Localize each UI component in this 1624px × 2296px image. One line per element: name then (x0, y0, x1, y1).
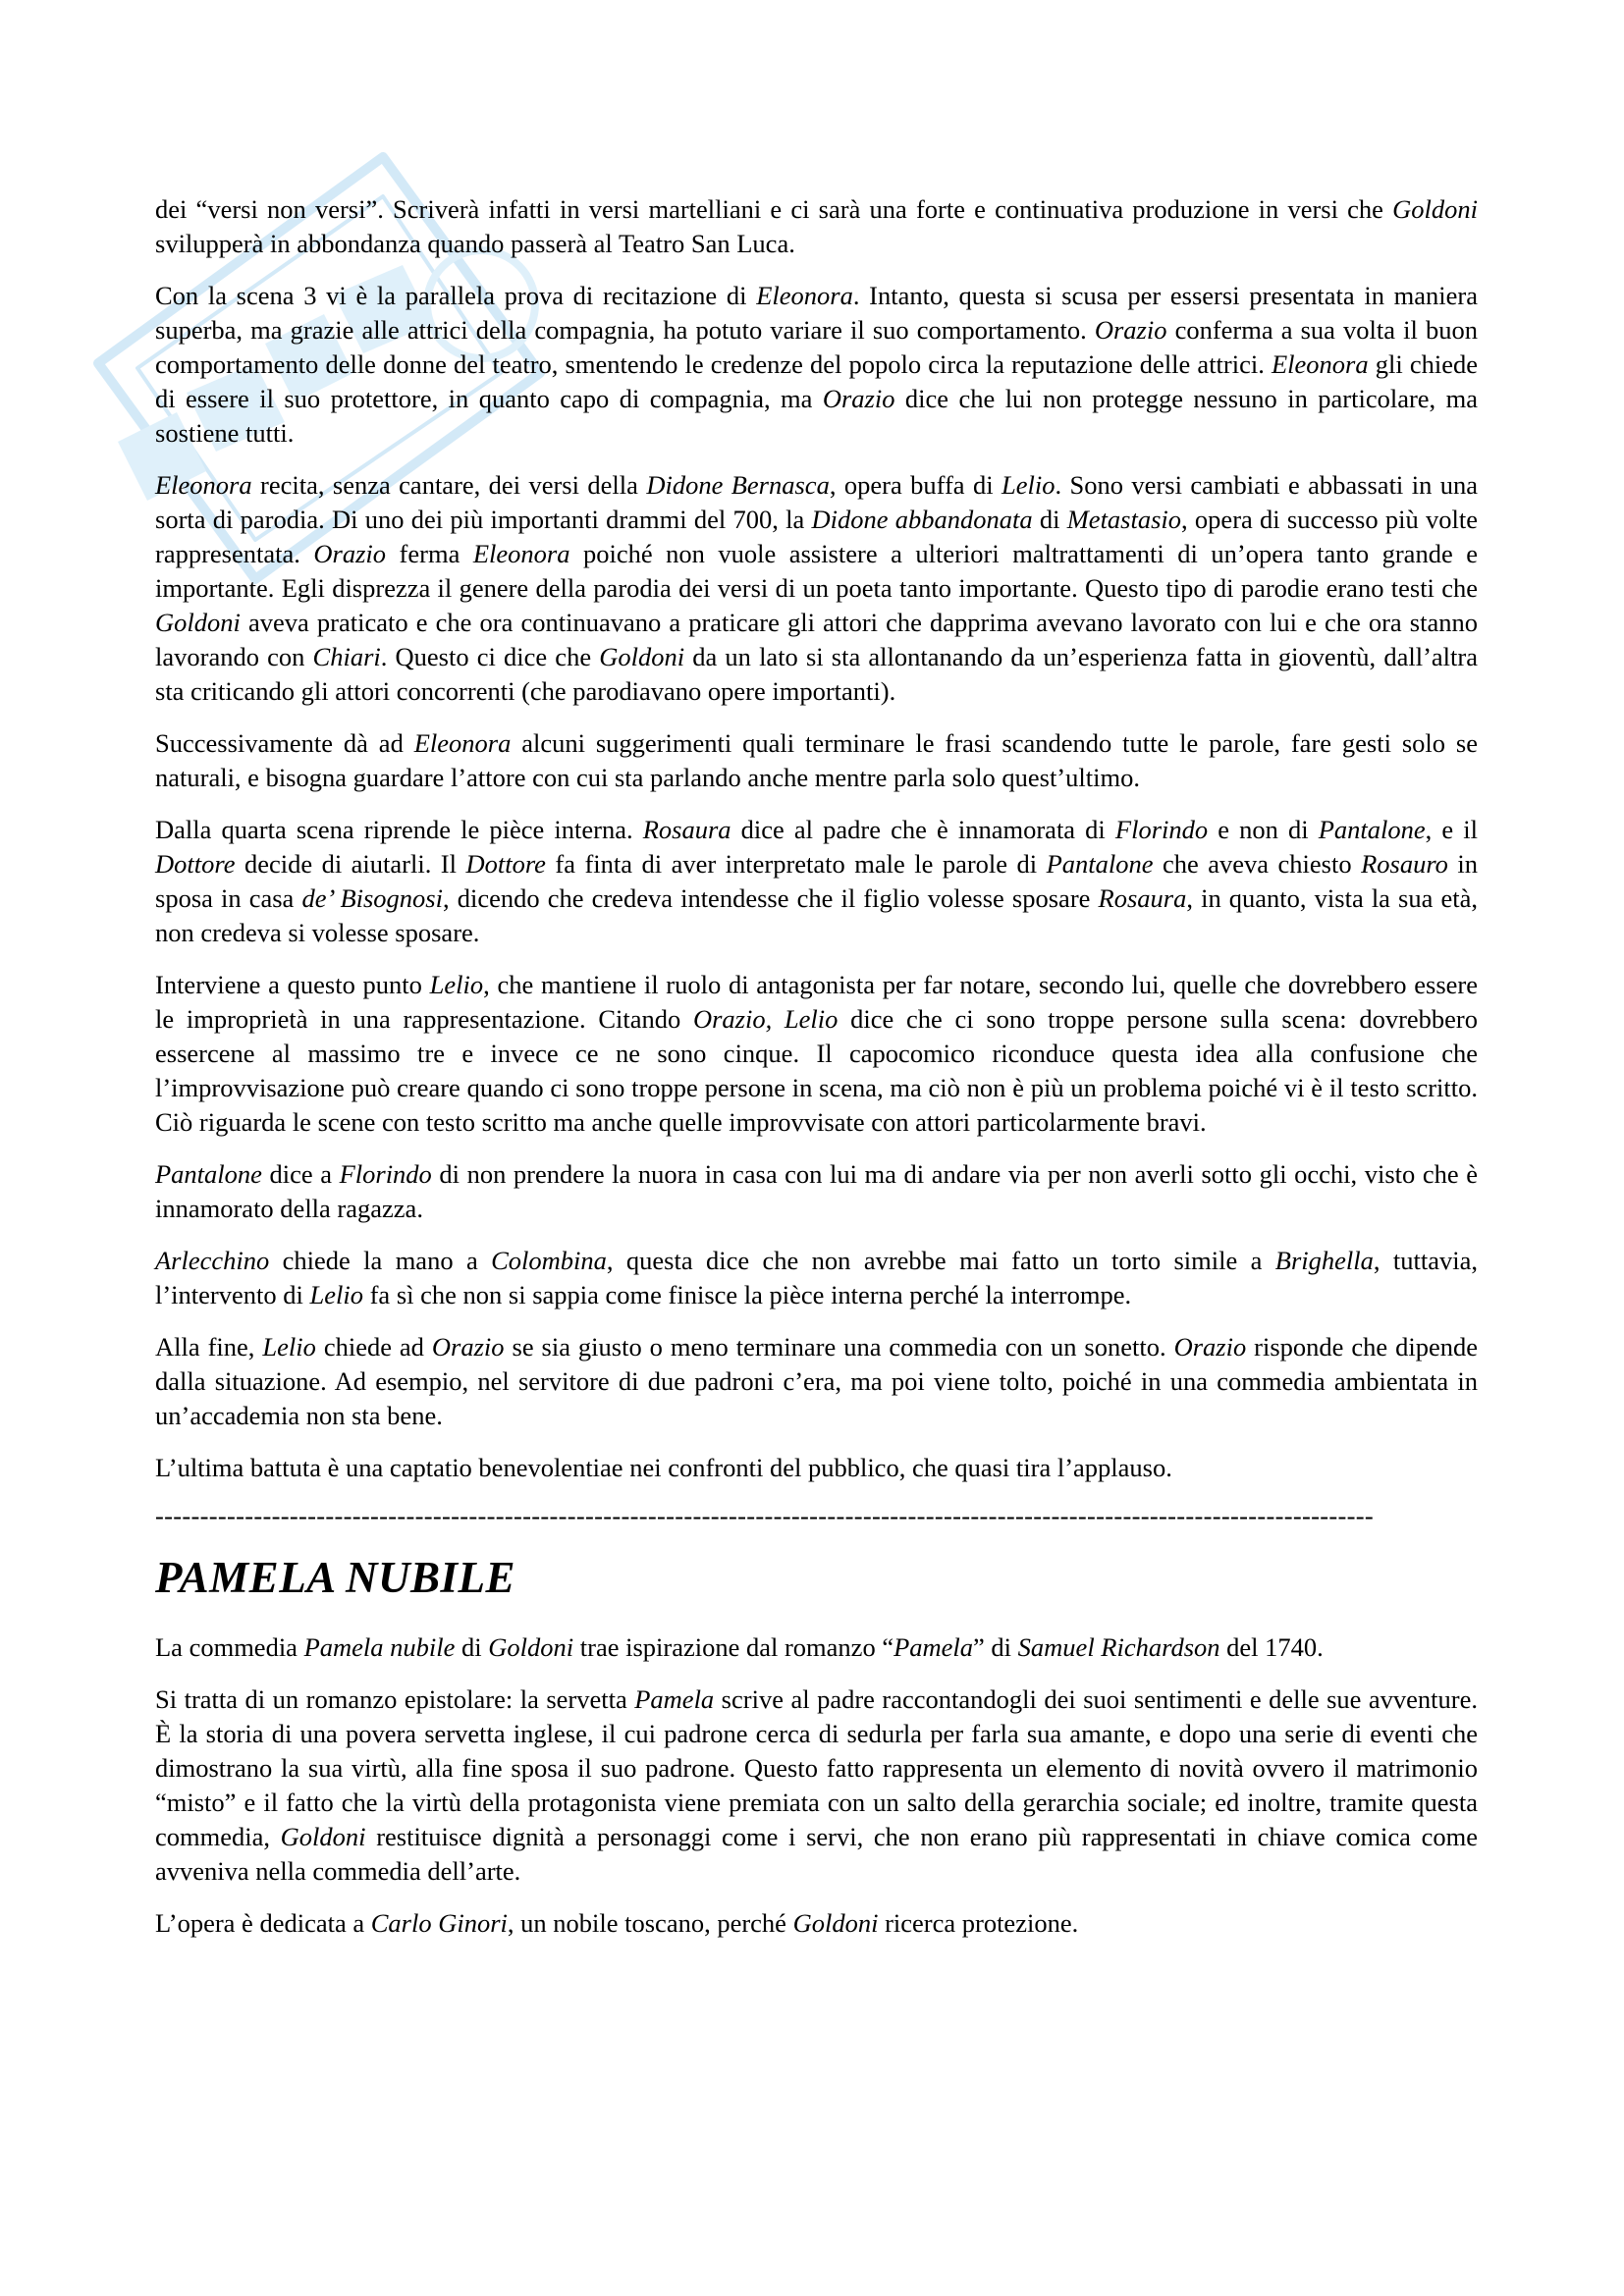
text-run: da un lato si sta allontanando da un’esperienza fatta in gioventù, dall’altra sta criticando gli attori concorrenti (che parodiavano opere importanti). (155, 642, 1478, 706)
italic-name: Colombina (491, 1246, 607, 1275)
text-run: , questa dice che non avrebbe mai fatto un torto simile a (606, 1246, 1275, 1275)
italic-name: Goldoni (488, 1632, 574, 1662)
italic-name: Goldoni (1392, 194, 1478, 224)
paragraph (155, 1630, 1478, 1665)
italic-name: Orazio (1094, 315, 1167, 345)
italic-name: Eleonora (155, 470, 252, 500)
section-separator: ---------------------------------------------------------------------------------------------------------------------------------------- (155, 1501, 1374, 1530)
italic-name: Orazio, Lelio (692, 1004, 839, 1034)
text-run: di non prendere la nuora in casa con lui ma di andare via per non averli sotto gli occhi, visto che è innamorato della ragazza. (155, 1159, 1478, 1223)
italic-name: Pamela nubile (303, 1632, 456, 1662)
italic-name: Rosaura (642, 815, 731, 844)
text-run: svilupperà in abbondanza quando passerà al Teatro San Luca. (155, 229, 795, 258)
italic-name: Goldoni (792, 1908, 879, 1938)
paragraph (155, 279, 1478, 451)
italic-name: Chiari (312, 642, 381, 671)
paragraph (155, 968, 1478, 1140)
italic-name: Florindo (339, 1159, 432, 1189)
italic-name: Orazio (313, 539, 387, 568)
text-run: dice a (261, 1159, 340, 1189)
text-run: dice che ci sono troppe persone sulla scena: dovrebbero essercene al massimo tre e invece ce ne sono cinque. Il capocomico riconduce questa idea alla confusione che l’improvvisazione può creare quando ci sono troppe persone in scena, ma ciò non è più un problema poiché vi è il testo scritto. Ciò riguarda le scene con testo scritto ma anche quelle improvvisate con attori particolarmente bravi. (155, 1004, 1478, 1137)
italic-name: Carlo Ginori (370, 1908, 508, 1938)
italic-name: Metastasio (1066, 505, 1182, 534)
italic-name: Orazio (1173, 1332, 1247, 1362)
paragraph (155, 1906, 1478, 1941)
text-run: in sposa in casa (155, 849, 1478, 913)
italic-name: Dottore (155, 849, 236, 879)
text-run: fa finta di aver interpretato male le parole di (545, 849, 1047, 879)
paragraph (155, 468, 1478, 709)
text-run: conferma a sua volta il buon comportamento delle donne del teatro, smentendo le credenze del popolo circa la reputazione delle attrici. (155, 315, 1478, 379)
italic-name: Florindo (1114, 815, 1209, 844)
italic-name: Lelio (429, 970, 484, 999)
italic-name: Eleonora (1272, 349, 1369, 379)
text-run: , opera buffa di (829, 470, 1001, 500)
text-run: ferma (386, 539, 473, 568)
text-run: risponde che dipende dalla situazione. Ad esempio, nel servitore di due padroni c’era, ma poi viene tolto, poiché in una commedia ambientata in un’accademia non sta bene. (155, 1332, 1478, 1430)
text-run: dei “versi non versi”. Scriverà infatti in versi martelliani e ci sarà una forte e continuativa produzione in versi che (155, 194, 1393, 224)
paragraph (155, 1244, 1478, 1312)
text-run: restituisce dignità a personaggi come i servi, che non erano più rappresentati in chiave comica come avveniva nella commedia dell’arte. (155, 1822, 1478, 1886)
paragraph (155, 1682, 1478, 1889)
paragraph (155, 192, 1478, 261)
text-run: ricerca protezione. (878, 1908, 1079, 1938)
italic-name: Pamela (893, 1632, 974, 1662)
italic-name: Eleonora (413, 728, 512, 758)
text-run: Dalla quarta scena riprende le pièce interna. (155, 815, 643, 844)
text-run: , che mantiene il ruolo di antagonista per far notare, secondo lui, quelle che dovrebbero essere le improprietà in una rappresentazione. Citando (155, 970, 1478, 1034)
text-run: fa sì che non si sappia come finisce la pièce interna perché la interrompe. (362, 1280, 1132, 1309)
italic-name: Didone abbandonata (811, 505, 1033, 534)
text-run: Interviene a questo punto (155, 970, 430, 999)
text-run: alcuni suggerimenti quali terminare le frasi scandendo tutte le parole, fare gesti solo se naturali, e bisogna guardare l’attore con cui sta parlando anche mentre parla solo quest’ultimo. (155, 728, 1479, 792)
text-run: recita, senza cantare, dei versi della (251, 470, 647, 500)
italic-name: Samuel Richardson (1017, 1632, 1220, 1662)
italic-name: Orazio (431, 1332, 505, 1362)
italic-name: Lelio (309, 1280, 363, 1309)
italic-name: Pantalone (1318, 815, 1426, 844)
text-run: di (455, 1632, 489, 1662)
italic-name: Lelio (262, 1332, 316, 1362)
italic-name: Arlecchino (155, 1246, 270, 1275)
text-run: di (1032, 505, 1067, 534)
section-pamela-nubile (155, 1630, 1478, 1941)
text-run: del 1740. (1219, 1632, 1324, 1662)
text-run: Alla fine, (155, 1332, 263, 1362)
text-run: trae ispirazione dal romanzo “ (573, 1632, 894, 1662)
italic-name: Orazio (822, 384, 895, 413)
text-run: scrive al padre raccontandogli dei suoi sentimenti e delle sue avventure. È la storia di una povera servetta inglese, il cui padrone cerca di sedurla per farla sua amante, e dopo una serie di eventi che dimostrano la sua virtù, alla fine sposa il suo padrone. Questo fatto rappresenta un elemento di novità ovvero il matrimonio “misto” e il fatto che la virtù della protagonista viene premiata con un salto della gerarchia sociale; ed inoltre, tramite questa commedia, (155, 1684, 1478, 1851)
document-page (155, 192, 1478, 1956)
italic-name: Pantalone (155, 1159, 262, 1189)
italic-name: Eleonora (472, 539, 570, 568)
italic-name: Brighella (1274, 1246, 1374, 1275)
section-title: PAMELA NUBILE (155, 1553, 515, 1602)
text-run: Si tratta di un romanzo epistolare: la servetta (155, 1684, 635, 1714)
text-run: se sia giusto o meno terminare una commedia con un sonetto. (504, 1332, 1174, 1362)
text-run: , dicendo che credeva intendesse che il figlio volesse sposare (442, 883, 1099, 913)
text-run: aveva praticato e che ora continuavano a praticare gli attori che dapprima avevano lavorato con lui e che ora stanno lavorando con (155, 608, 1478, 671)
text-run: L’opera è dedicata a (155, 1908, 371, 1938)
text-run: dice al padre che è innamorata di (731, 815, 1115, 844)
text-run: , e il (1425, 815, 1478, 844)
text-run: e non di (1208, 815, 1319, 844)
paragraph (155, 1157, 1478, 1226)
italic-name: Goldoni (155, 608, 241, 637)
text-run: decide di aiutarli. Il (235, 849, 466, 879)
text-run: . Sono versi cambiati e abbassati in una sorta di parodia. Di uno dei più importanti drammi del 700, la (155, 470, 1478, 534)
text-run: , opera di successo più volte rappresentata. (155, 505, 1478, 568)
italic-name: Pamela (634, 1684, 715, 1714)
italic-name: Goldoni (280, 1822, 366, 1851)
text-run: ” di (973, 1632, 1018, 1662)
italic-name: Lelio (1001, 470, 1056, 500)
italic-name: Rosaura (1098, 883, 1187, 913)
text-run: L’ultima battuta è una captatio benevolentiae nei confronti del pubblico, che quasi tira l’applauso. (155, 1453, 1172, 1482)
italic-name: de’ Bisognosi (301, 883, 443, 913)
text-run: poiché non vuole assistere a ulteriori maltrattamenti di un’opera tanto grande e importante. Egli disprezza il genere della parodia dei versi di un poeta tanto importante. Questo tipo di parodie erano testi che (155, 539, 1478, 603)
text-run: che aveva chiesto (1153, 849, 1362, 879)
italic-name: Pantalone (1046, 849, 1154, 879)
italic-name: Dottore (465, 849, 546, 879)
paragraph (155, 726, 1478, 795)
text-run: . Intanto, questa si scusa per essersi presentata in maniera superba, ma grazie alle attrici della compagnia, ha potuto variare il suo comportamento. (155, 281, 1478, 345)
text-run: gli chiede di essere il suo protettore, in quanto capo di compagnia, ma (155, 349, 1479, 413)
text-run: chiede la mano a (269, 1246, 492, 1275)
text-run: dice che lui non protegge nessuno in particolare, ma sostiene tutti. (155, 384, 1478, 448)
italic-name: Goldoni (599, 642, 685, 671)
text-run: . Questo ci dice che (380, 642, 600, 671)
text-run: , in quanto, vista la sua età, non credeva si volesse sposare. (155, 883, 1478, 947)
text-run: chiede ad (315, 1332, 432, 1362)
italic-name: Eleonora (756, 281, 853, 310)
text-run: , un nobile toscano, perché (507, 1908, 793, 1938)
text-run: Successivamente dà ad (155, 728, 414, 758)
italic-name: Rosauro (1361, 849, 1448, 879)
text-run: , tuttavia, l’intervento di (155, 1246, 1478, 1309)
italic-name: Didone Bernasca (646, 470, 830, 500)
paragraph (155, 1451, 1478, 1485)
paragraph (155, 813, 1478, 950)
paragraph (155, 1330, 1478, 1433)
section-previous-comedy (155, 192, 1478, 1485)
text-run: La commedia (155, 1632, 304, 1662)
text-run: Con la scena 3 vi è la parallela prova di recitazione di (155, 281, 757, 310)
